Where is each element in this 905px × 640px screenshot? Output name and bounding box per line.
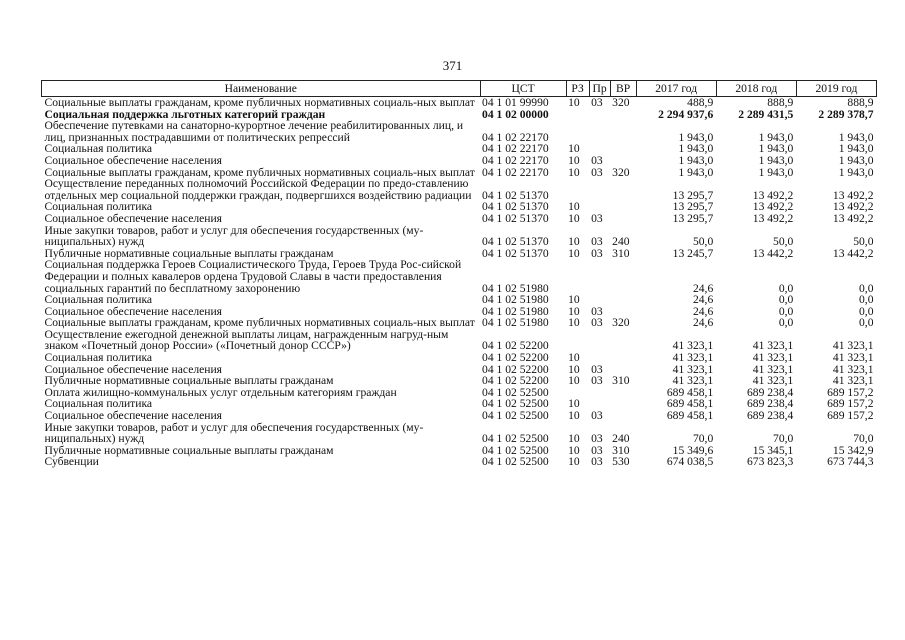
row-pr: 03 xyxy=(591,165,603,179)
row-value-2017: 488,9 xyxy=(687,96,714,109)
row-value-2019: 0,0 xyxy=(859,316,874,330)
row-cst: 04 1 02 51370 xyxy=(482,200,549,214)
row-cst: 04 1 02 00000 xyxy=(482,107,549,121)
row-pr: 03 xyxy=(591,246,603,260)
row-vr xyxy=(610,410,636,422)
row-value-2017: 50,0 xyxy=(692,235,714,249)
row-name: Социальное обеспечение населения xyxy=(44,304,223,318)
row-pr: 03 xyxy=(591,96,603,109)
row-value-2017: 41 323,1 xyxy=(672,374,714,388)
row-cst: 04 1 02 51370 xyxy=(482,246,549,260)
row-name: Социальная поддержка Героев Социалистического Труда, Героев Труда Рос-сийской Федерации и полных кавалеров ордена Трудовой Славы в части предоставления социальных гарантий по бесплатному захоронению xyxy=(44,258,462,295)
row-value-2019: 41 323,1 xyxy=(832,351,874,365)
row-vr: 310 xyxy=(612,246,630,260)
row-cst: 04 1 02 52500 xyxy=(482,455,549,469)
table-body xyxy=(42,97,877,469)
row-value-2018: 15 345,1 xyxy=(752,443,794,457)
row-vr: 240 xyxy=(612,432,630,446)
row-pr: 03 xyxy=(591,304,603,318)
row-vr xyxy=(610,259,636,294)
row-value-2018: 0,0 xyxy=(778,293,794,307)
table-row xyxy=(42,352,877,364)
row-vr: 320 xyxy=(612,165,630,179)
row-value-2017: 1 943,0 xyxy=(678,165,714,179)
row-value-2017: 13 295,7 xyxy=(672,200,714,214)
row-cst: 04 1 02 52200 xyxy=(482,351,549,365)
row-value-2019: 50,0 xyxy=(853,235,874,249)
row-value-2018: 1 943,0 xyxy=(758,142,794,156)
row-value-2017: 13 295,7 xyxy=(672,211,714,225)
row-name: Осуществление переданных полномочий Российской Федерации по предо-ставлению отдельных мер социальной поддержки граждан, подвергшихся воздействию радиации xyxy=(44,177,472,202)
row-value-2017: 13 295,7 xyxy=(672,188,714,202)
row-rz: 10 xyxy=(568,246,580,260)
row-value-2019: 689 157,2 xyxy=(827,385,874,399)
row-value-2017: 41 323,1 xyxy=(672,351,714,365)
row-vr xyxy=(610,329,636,352)
row-rz: 10 xyxy=(568,235,580,249)
row-cst: 04 1 02 51980 xyxy=(482,293,549,307)
row-pr: 03 xyxy=(591,443,603,457)
row-pr: 03 xyxy=(591,235,603,249)
row-value-2018: 689 238,4 xyxy=(746,385,794,399)
row-value-2018: 689 238,4 xyxy=(746,409,794,423)
row-name: Социальная политика xyxy=(44,142,153,156)
page-number: 371 xyxy=(442,58,463,73)
row-pr xyxy=(589,109,610,121)
row-value-2018: 0,0 xyxy=(778,316,794,330)
row-pr: 03 xyxy=(591,409,603,423)
row-value-2017: 24,6 xyxy=(692,293,714,307)
row-value-2018: 13 492,2 xyxy=(752,211,794,225)
row-vr xyxy=(610,178,636,201)
row-value-2019: 13 442,2 xyxy=(832,246,874,260)
row-value-2017: 24,6 xyxy=(692,304,714,318)
row-value-2019: 0,0 xyxy=(859,293,874,307)
row-value-2017: 689 458,1 xyxy=(666,397,714,411)
row-cst: 04 1 02 51980 xyxy=(482,304,549,318)
row-pr xyxy=(589,294,610,306)
row-rz xyxy=(566,329,589,352)
row-value-2019: 70,0 xyxy=(853,432,874,446)
table-row xyxy=(42,225,877,248)
header-rz: РЗ xyxy=(566,81,589,97)
row-value-2019: 689 157,2 xyxy=(827,397,874,411)
row-value-2019: 15 342,9 xyxy=(832,443,874,457)
row-rz: 10 xyxy=(568,362,580,376)
row-name: Социальное обеспечение населения xyxy=(44,362,223,376)
row-rz xyxy=(566,178,589,201)
row-value-2019: 0,0 xyxy=(859,304,874,318)
row-value-2019: 13 492,2 xyxy=(832,188,874,202)
row-name: Социальное обеспечение населения xyxy=(44,409,223,423)
row-name: Социальная политика xyxy=(44,293,153,307)
row-name: Социальная политика xyxy=(44,351,153,365)
row-vr xyxy=(610,213,636,225)
row-rz: 10 xyxy=(568,374,580,388)
row-cst: 04 1 02 22170 xyxy=(482,142,549,156)
row-value-2017: 41 323,1 xyxy=(672,339,714,353)
row-cst: 04 1 02 52500 xyxy=(482,385,549,399)
row-value-2017: 1 943,0 xyxy=(678,142,714,156)
row-rz: 10 xyxy=(568,432,580,446)
row-value-2018: 673 823,3 xyxy=(746,455,794,469)
row-pr: 03 xyxy=(591,432,603,446)
row-value-2018: 0,0 xyxy=(778,304,794,318)
row-value-2017: 2 294 937,6 xyxy=(658,107,714,121)
table-row xyxy=(42,259,877,294)
row-value-2019: 673 744,3 xyxy=(827,455,874,469)
row-cst: 04 1 02 52500 xyxy=(482,397,549,411)
header-pr: Пр xyxy=(589,81,610,97)
row-value-2018: 888,9 xyxy=(767,96,794,109)
row-name: Осуществление ежегодной денежной выплаты лицам, награжденным нагруд-ным знаком «Почетный донор России» («Почетный донор СССР») xyxy=(44,327,449,353)
row-cst: 04 1 02 51370 xyxy=(482,211,549,225)
table-row xyxy=(42,410,877,422)
header-2017: 2017 год xyxy=(636,81,716,97)
row-cst: 04 1 02 52200 xyxy=(482,362,549,376)
row-name: Социальные выплаты гражданам, кроме публичных нормативных социаль-ных выплат xyxy=(44,165,475,179)
row-value-2018: 41 323,1 xyxy=(752,339,794,353)
row-value-2018: 689 238,4 xyxy=(746,397,794,411)
row-value-2018: 41 323,1 xyxy=(752,374,794,388)
row-name: Субвенции xyxy=(44,455,99,469)
row-rz: 10 xyxy=(568,200,580,214)
row-value-2018: 0,0 xyxy=(778,281,794,295)
row-pr: 03 xyxy=(591,211,603,225)
row-value-2017: 1 943,0 xyxy=(678,130,714,144)
row-name: Оплата жилищно-коммунальных услуг отдельным категориям граждан xyxy=(44,385,397,399)
row-name: Социальные выплаты гражданам, кроме публичных нормативных социаль-ных выплат xyxy=(44,96,475,109)
row-vr xyxy=(610,352,636,364)
row-cst: 04 1 02 52500 xyxy=(482,432,549,446)
row-cst: 04 1 02 51370 xyxy=(482,188,549,202)
row-name: Социальная политика xyxy=(44,397,153,411)
row-rz xyxy=(566,109,589,121)
row-name: Обеспечение путевками на санаторно-курортное лечение реабилитированных лиц, и лиц, признанных пострадавшими от политических репрессий xyxy=(44,119,464,144)
row-name: Социальное обеспечение населения xyxy=(44,211,223,225)
row-rz: 10 xyxy=(568,397,580,411)
row-rz: 10 xyxy=(568,96,580,109)
row-value-2018: 1 943,0 xyxy=(758,165,794,179)
table-header-row xyxy=(42,81,877,97)
row-rz: 10 xyxy=(568,153,580,167)
row-value-2018: 13 492,2 xyxy=(752,200,794,214)
row-value-2019: 2 289 378,7 xyxy=(818,107,874,121)
row-pr: 03 xyxy=(591,362,603,376)
row-vr: 240 xyxy=(612,235,630,249)
row-value-2019: 13 492,2 xyxy=(832,200,874,214)
row-vr xyxy=(610,155,636,167)
row-value-2017: 70,0 xyxy=(692,432,714,446)
row-name: Социальная политика xyxy=(44,200,153,214)
row-cst: 04 1 02 52200 xyxy=(482,374,549,388)
row-value-2018: 1 943,0 xyxy=(758,130,794,144)
row-value-2019: 888,9 xyxy=(847,96,874,109)
row-rz xyxy=(566,120,589,143)
row-rz: 10 xyxy=(568,211,580,225)
row-cst: 04 1 02 22170 xyxy=(482,165,549,179)
header-2019: 2019 год xyxy=(796,81,876,97)
header-vr: ВР xyxy=(610,81,636,97)
row-value-2019: 41 323,1 xyxy=(832,362,874,376)
row-vr: 530 xyxy=(612,455,630,469)
row-pr xyxy=(589,259,610,294)
row-cst: 04 1 02 22170 xyxy=(482,153,549,167)
row-cst: 04 1 02 51370 xyxy=(482,235,549,249)
row-pr: 03 xyxy=(591,153,603,167)
row-name: Социальные выплаты гражданам, кроме публичных нормативных социаль-ных выплат xyxy=(44,316,475,330)
row-cst: 04 1 02 52500 xyxy=(482,443,549,457)
row-rz: 10 xyxy=(568,351,580,365)
row-rz: 10 xyxy=(568,293,580,307)
row-rz: 10 xyxy=(568,455,580,469)
header-2018: 2018 год xyxy=(716,81,796,97)
row-value-2019: 1 943,0 xyxy=(838,130,874,144)
row-value-2018: 41 323,1 xyxy=(752,351,794,365)
table-row xyxy=(42,120,877,143)
row-rz: 10 xyxy=(568,443,580,457)
row-vr: 320 xyxy=(612,96,630,109)
row-value-2019: 13 492,2 xyxy=(832,211,874,225)
table-row xyxy=(42,178,877,201)
row-value-2019: 41 323,1 xyxy=(832,374,874,388)
row-value-2019: 0,0 xyxy=(859,281,874,295)
table-row xyxy=(42,422,877,445)
row-value-2018: 1 943,0 xyxy=(758,153,794,167)
row-value-2018: 41 323,1 xyxy=(752,362,794,376)
row-vr xyxy=(610,398,636,410)
row-value-2019: 1 943,0 xyxy=(838,153,874,167)
table-row xyxy=(42,456,877,468)
row-value-2018: 13 492,2 xyxy=(752,188,794,202)
row-rz: 10 xyxy=(568,409,580,423)
table-row xyxy=(42,329,877,352)
row-pr: 03 xyxy=(591,374,603,388)
row-rz: 10 xyxy=(568,316,580,330)
row-vr: 310 xyxy=(612,374,630,388)
row-value-2017: 674 038,5 xyxy=(666,455,714,469)
row-value-2018: 13 442,2 xyxy=(752,246,794,260)
row-pr xyxy=(589,387,610,399)
row-cst: 04 1 01 99990 xyxy=(482,96,549,109)
row-value-2017: 24,6 xyxy=(692,316,714,330)
row-rz: 10 xyxy=(568,142,580,156)
row-value-2019: 1 943,0 xyxy=(838,142,874,156)
row-value-2019: 41 323,1 xyxy=(832,339,874,353)
row-rz: 10 xyxy=(568,165,580,179)
row-value-2018: 70,0 xyxy=(773,432,794,446)
row-value-2017: 15 349,6 xyxy=(672,443,714,457)
row-value-2017: 24,6 xyxy=(692,281,714,295)
row-rz xyxy=(566,259,589,294)
row-vr: 310 xyxy=(612,443,630,457)
row-vr xyxy=(610,120,636,143)
row-cst: 04 1 02 51980 xyxy=(482,316,549,330)
row-value-2017: 689 458,1 xyxy=(666,409,714,423)
row-value-2018: 50,0 xyxy=(773,235,794,249)
row-pr: 03 xyxy=(591,316,603,330)
row-vr xyxy=(610,387,636,399)
table-row xyxy=(42,294,877,306)
row-name: Публичные нормативные социальные выплаты гражданам xyxy=(44,246,334,260)
row-name: Публичные нормативные социальные выплаты гражданам xyxy=(44,443,334,457)
row-pr xyxy=(589,329,610,352)
row-vr xyxy=(610,143,636,155)
budget-table xyxy=(41,80,877,468)
row-value-2017: 13 245,7 xyxy=(672,246,714,260)
row-vr xyxy=(610,201,636,213)
header-name: Наименование xyxy=(42,81,481,97)
row-name: Публичные нормативные социальные выплаты гражданам xyxy=(44,374,334,388)
row-name: Иные закупки товаров, работ и услуг для обеспечения государственных (му-ниципальных) нужд xyxy=(44,223,424,249)
row-value-2018: 2 289 431,5 xyxy=(738,107,794,121)
row-cst: 04 1 02 51980 xyxy=(482,281,549,295)
row-rz: 10 xyxy=(568,304,580,318)
row-pr xyxy=(589,352,610,364)
header-cst: ЦСТ xyxy=(480,81,566,97)
row-name: Социальное обеспечение населения xyxy=(44,153,223,167)
row-value-2019: 689 157,2 xyxy=(827,409,874,423)
table-row xyxy=(42,155,877,167)
row-pr: 03 xyxy=(591,455,603,469)
row-name: Социальная поддержка льготных категорий граждан xyxy=(44,107,326,121)
table-row xyxy=(42,97,877,109)
row-value-2017: 689 458,1 xyxy=(666,385,714,399)
row-value-2019: 1 943,0 xyxy=(838,165,874,179)
row-vr xyxy=(610,294,636,306)
row-value-2017: 41 323,1 xyxy=(672,362,714,376)
row-pr xyxy=(589,178,610,201)
row-vr xyxy=(610,109,636,121)
row-pr xyxy=(589,120,610,143)
row-name: Иные закупки товаров, работ и услуг для обеспечения государственных (му-ниципальных) нужд xyxy=(44,420,424,446)
row-value-2017: 1 943,0 xyxy=(678,153,714,167)
row-cst: 04 1 02 22170 xyxy=(482,130,549,144)
row-vr: 320 xyxy=(612,316,630,330)
row-cst: 04 1 02 52200 xyxy=(482,339,549,353)
row-cst: 04 1 02 52500 xyxy=(482,409,549,423)
table-row xyxy=(42,213,877,225)
